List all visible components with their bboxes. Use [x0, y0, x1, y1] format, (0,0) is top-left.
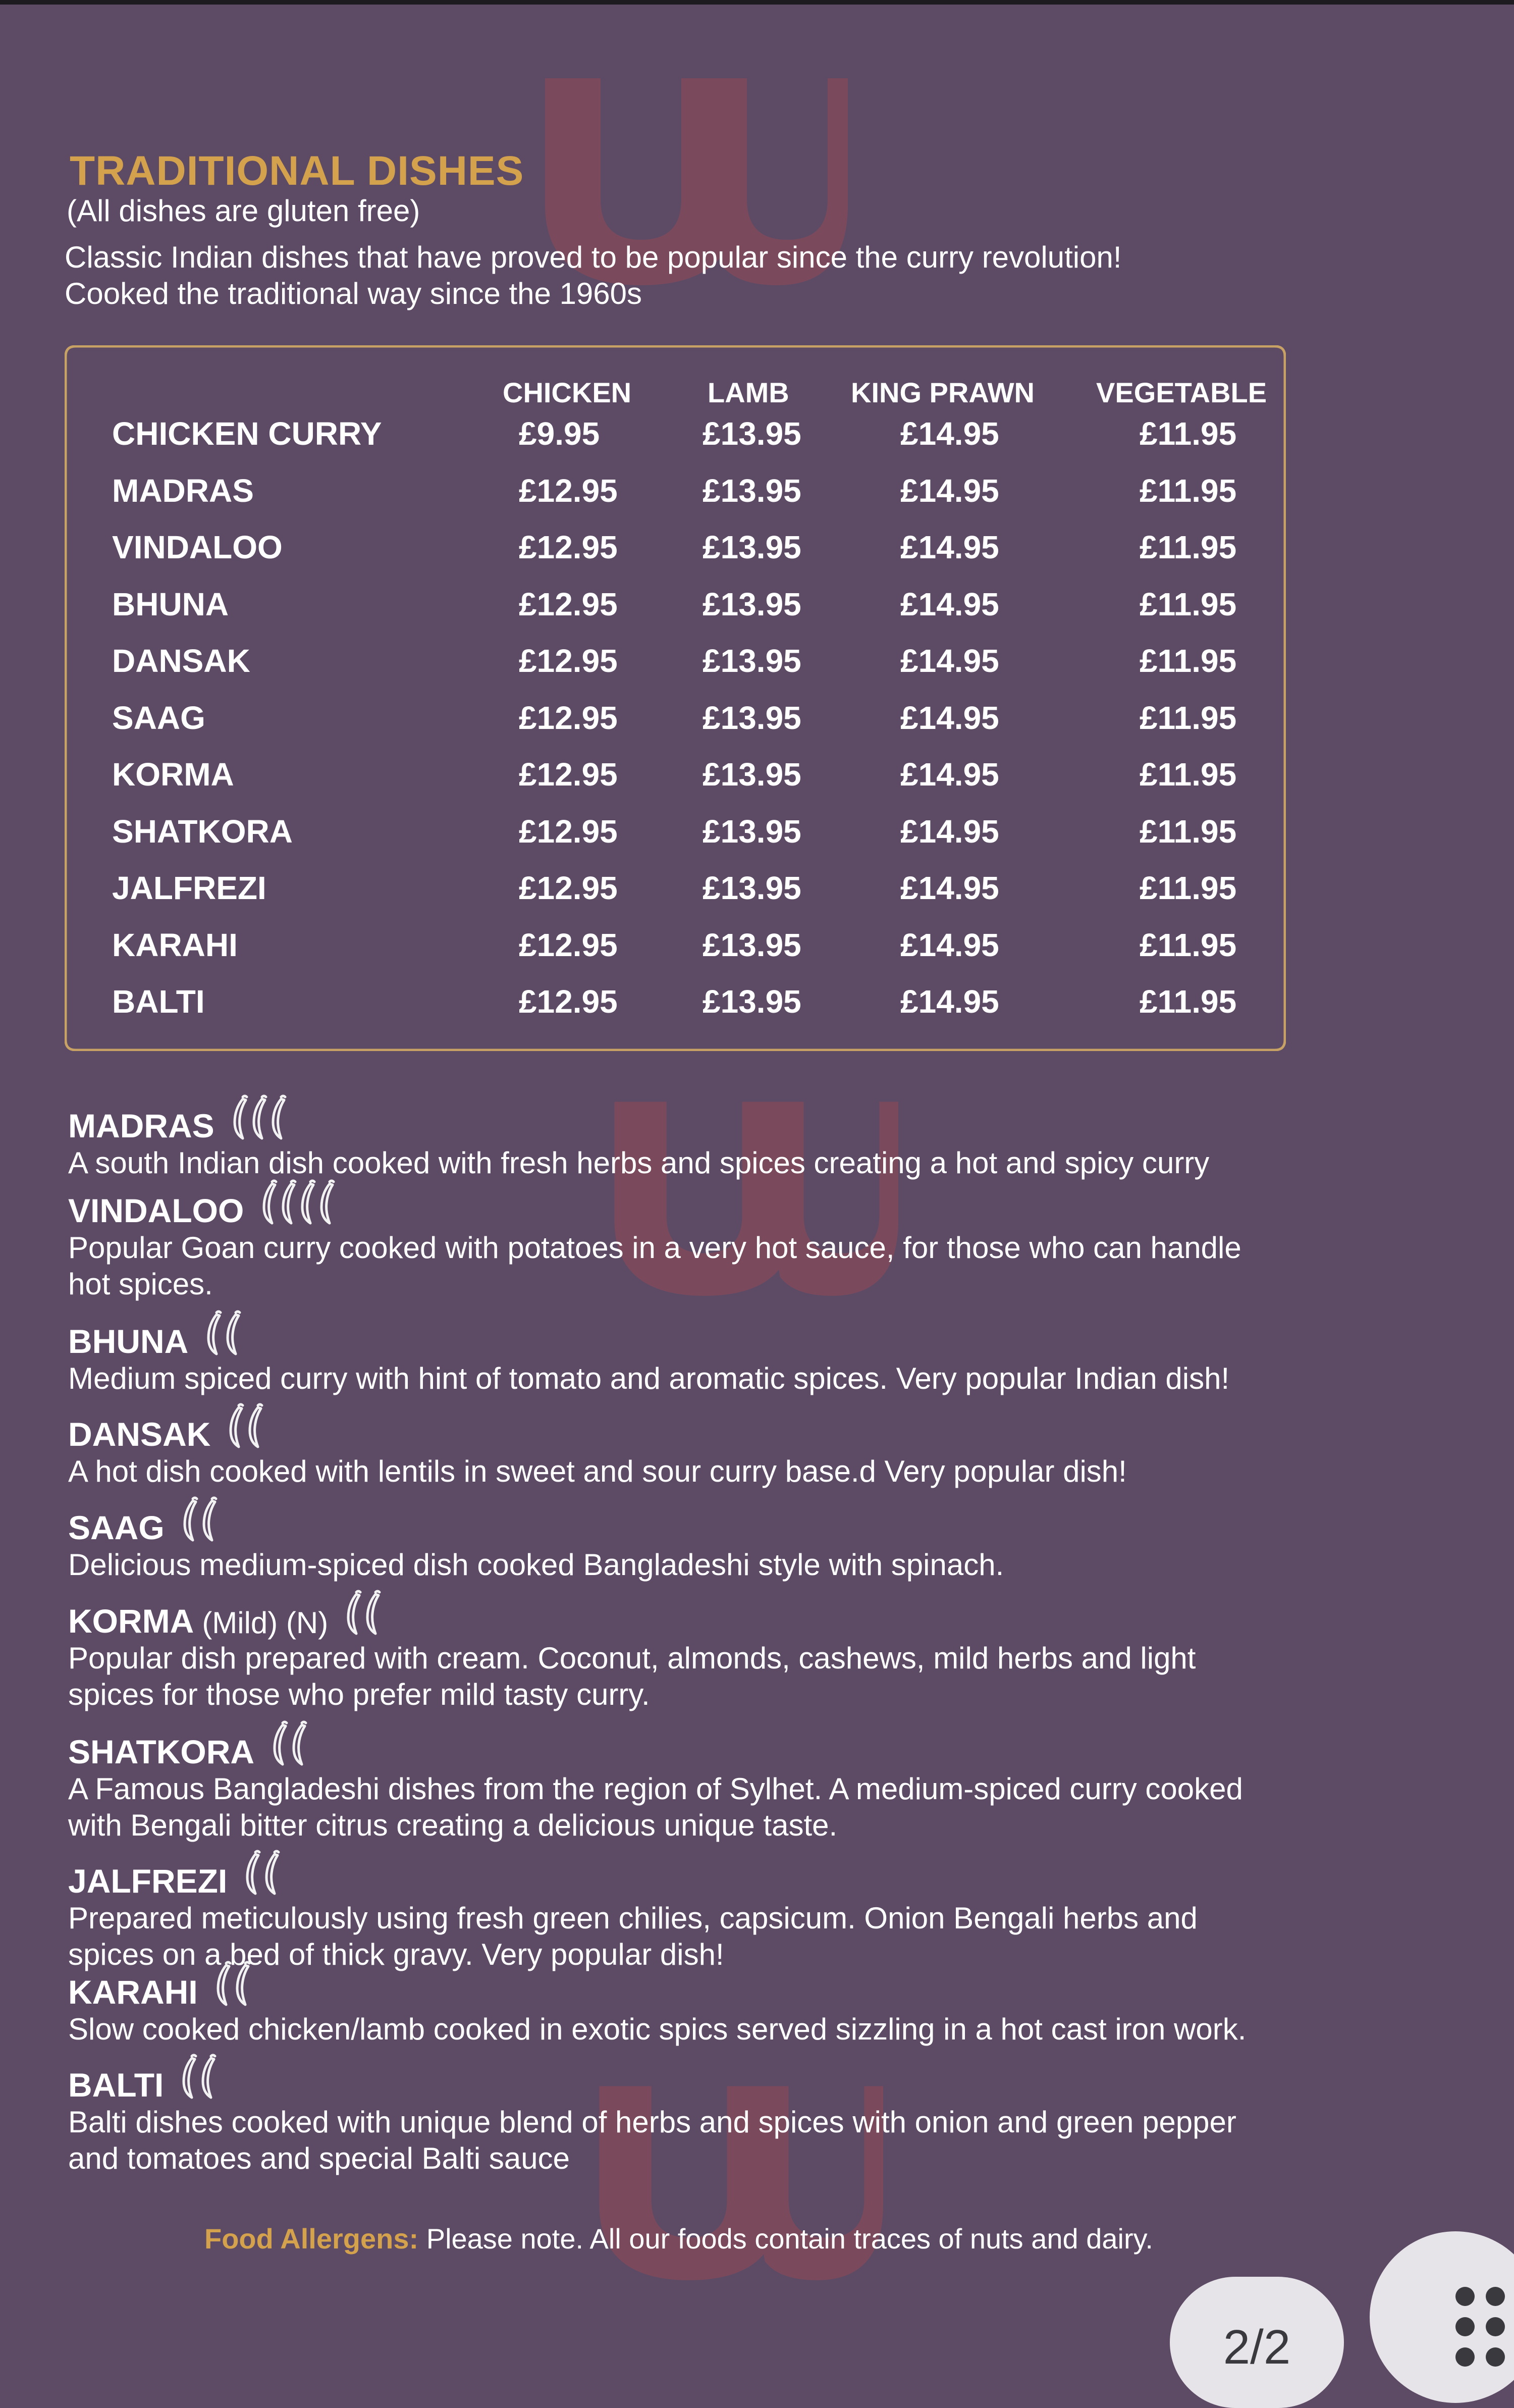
table-row: [0, 642, 1514, 688]
price-cell-king-prawn: £14.95: [900, 415, 999, 452]
table-row: [0, 699, 1514, 745]
chili-icon: [178, 1496, 197, 1545]
price-cell-chicken: £9.95: [519, 415, 600, 452]
dish-name-cell: KORMA: [112, 756, 234, 793]
chili-icon: [314, 1179, 334, 1228]
dish-name-cell: CHICKEN CURRY: [112, 415, 382, 452]
price-cell-king-prawn: £14.95: [900, 472, 999, 509]
page-indicator[interactable]: [1170, 2277, 1344, 2408]
chili-icon: [240, 1849, 259, 1898]
price-cell-vegetable: £11.95: [1140, 586, 1237, 622]
dish-name-cell: SHATKORA: [112, 813, 293, 850]
dish-name-cell: MADRAS: [112, 472, 254, 509]
dish-name-cell: KARAHI: [112, 926, 238, 963]
spice-level: [240, 1849, 279, 1898]
page-indicator-label: 2/2: [1223, 2320, 1291, 2374]
chili-icon: [201, 1310, 221, 1358]
dish-item: [68, 1186, 1241, 1302]
dish-description: spices on a bed of thick gravy. Very popular dish!: [68, 1938, 724, 1971]
price-cell-lamb: £13.95: [702, 529, 801, 565]
chili-icon: [257, 1179, 276, 1228]
price-cell-king-prawn: £14.95: [900, 983, 999, 1020]
dish-title: MADRAS: [68, 1107, 214, 1144]
spice-level: [228, 1094, 285, 1143]
allergen-note: [204, 2222, 1153, 2255]
price-cell-king-prawn: £14.95: [900, 529, 999, 565]
price-cell-king-prawn: £14.95: [900, 813, 999, 850]
column-header-chicken: CHICKEN: [503, 377, 632, 408]
chili-icon: [197, 1496, 216, 1545]
price-cell-vegetable: £11.95: [1140, 813, 1237, 850]
table-row: [0, 869, 1514, 915]
dish-item: [68, 1102, 1209, 1181]
dish-description: with Bengali bitter citrus creating a delicious unique taste.: [68, 1808, 838, 1842]
column-header-lamb: LAMB: [708, 377, 789, 408]
section-intro: [65, 239, 1122, 312]
spice-level: [224, 1402, 262, 1451]
table-row: [0, 415, 1514, 460]
spice-level: [267, 1720, 306, 1769]
dish-item: [68, 1317, 1229, 1397]
spice-level: [211, 1960, 249, 2009]
chili-icon: [228, 1094, 247, 1143]
chili-icon: [211, 1960, 230, 2009]
dish-name-cell: BALTI: [112, 983, 205, 1020]
price-cell-king-prawn: £14.95: [900, 699, 999, 736]
dish-description: A Famous Bangladeshi dishes from the region of Sylhet. A medium-spiced curry cooked: [68, 1772, 1243, 1806]
dish-title: KARAHI: [68, 1973, 198, 2011]
column-header-king-prawn: KING PRAWN: [851, 377, 1035, 408]
price-cell-lamb: £13.95: [702, 756, 801, 793]
price-cell-vegetable: £11.95: [1140, 643, 1237, 679]
dish-description: Popular Goan curry cooked with potatoes in a very hot sauce, for those who can handle: [68, 1231, 1241, 1265]
dish-name-cell: VINDALOO: [112, 529, 283, 565]
dish-name-cell: SAAG: [112, 699, 205, 736]
dish-name-cell: JALFREZI: [112, 870, 266, 906]
dish-heading: [68, 1857, 1198, 1900]
dish-item: [68, 1503, 1004, 1583]
dish-heading: [68, 1186, 1241, 1230]
allergen-label: Food Allergens:: [204, 2223, 419, 2255]
dish-heading: [68, 1102, 1209, 1145]
price-cell-lamb: £13.95: [702, 586, 801, 622]
chili-icon: [267, 1720, 287, 1769]
chili-icon: [247, 1094, 266, 1143]
dish-title: BALTI: [68, 2066, 164, 2104]
price-cell-king-prawn: £14.95: [900, 926, 999, 963]
dish-title: JALFREZI: [68, 1862, 228, 1900]
price-cell-lamb: £13.95: [702, 870, 801, 906]
dish-description: Balti dishes cooked with unique blend of herbs and spices with onion and green pepper: [68, 2105, 1236, 2139]
price-cell-vegetable: £11.95: [1140, 983, 1237, 1020]
price-cell-lamb: £13.95: [702, 643, 801, 679]
price-cell-chicken: £12.95: [519, 813, 618, 850]
price-cell-vegetable: £11.95: [1140, 926, 1237, 963]
price-cell-vegetable: £11.95: [1140, 472, 1237, 509]
dish-item: [68, 1597, 1196, 1713]
price-cell-lamb: £13.95: [702, 472, 801, 509]
dish-description: Slow cooked chicken/lamb cooked in exotic spics served sizzling in a hot cast iron work.: [68, 2012, 1247, 2046]
chili-icon: [243, 1402, 262, 1451]
intro-line: Cooked the traditional way since the 1960s: [65, 277, 642, 310]
dish-description: spices for those who prefer mild tasty curry.: [68, 1678, 650, 1711]
price-cell-lamb: £13.95: [702, 813, 801, 850]
dish-title: KORMA: [68, 1602, 194, 1640]
price-cell-vegetable: £11.95: [1140, 870, 1237, 906]
dish-description: A south Indian dish cooked with fresh herbs and spices creating a hot and spicy curry: [68, 1146, 1210, 1180]
dish-heading: [68, 1410, 1127, 1453]
price-cell-chicken: £12.95: [519, 643, 618, 679]
dish-title: DANSAK: [68, 1416, 211, 1453]
menu-button[interactable]: [1370, 2231, 1514, 2403]
table-row: [0, 472, 1514, 517]
price-cell-lamb: £13.95: [702, 415, 801, 452]
dish-description: and tomatoes and special Balti sauce: [68, 2141, 570, 2175]
top-edge: [0, 0, 1514, 5]
chili-icon: [266, 1094, 285, 1143]
chili-icon: [224, 1402, 243, 1451]
table-row: [0, 983, 1514, 1028]
dish-item: [68, 1968, 1246, 2048]
intro-line: Classic Indian dishes that have proved to be popular since the curry revolution!: [65, 240, 1122, 274]
dish-title: SAAG: [68, 1509, 165, 1546]
allergen-text: Please note. All our foods contain traces of nuts and dairy.: [418, 2223, 1153, 2255]
dish-heading: [68, 1597, 1196, 1640]
dish-title: SHATKORA: [68, 1733, 255, 1770]
chili-icon: [221, 1310, 240, 1358]
dish-heading: [68, 1728, 1243, 1771]
table-row: [0, 813, 1514, 858]
dish-description: Prepared meticulously using fresh green chilies, capsicum. Onion Bengali herbs and: [68, 1901, 1198, 1935]
price-cell-lamb: £13.95: [702, 699, 801, 736]
dish-description: Popular dish prepared with cream. Coconut, almonds, cashews, mild herbs and light: [68, 1641, 1196, 1675]
dish-heading: [68, 1503, 1004, 1547]
dish-description: Delicious medium-spiced dish cooked Bangladeshi style with spinach.: [68, 1548, 1004, 1582]
chili-icon: [276, 1179, 295, 1228]
price-cell-vegetable: £11.95: [1140, 699, 1237, 736]
dish-description: Medium spiced curry with hint of tomato and aromatic spices. Very popular Indian dish!: [68, 1362, 1230, 1395]
table-row: [0, 529, 1514, 574]
dish-heading: [68, 1317, 1229, 1360]
section-title: TRADITIONAL DISHES: [70, 148, 524, 194]
dish-heading: [68, 1968, 1246, 2011]
price-cell-vegetable: £11.95: [1140, 415, 1237, 452]
section-subtitle: (All dishes are gluten free): [67, 194, 420, 228]
dish-title: BHUNA: [68, 1323, 189, 1360]
spice-level: [178, 1496, 216, 1545]
table-row: [0, 926, 1514, 972]
dish-title: VINDALOO: [68, 1192, 244, 1229]
dish-item: [68, 1857, 1198, 1973]
table-row: [0, 756, 1514, 801]
price-cell-chicken: £12.95: [519, 472, 618, 509]
price-cell-king-prawn: £14.95: [900, 756, 999, 793]
price-cell-chicken: £12.95: [519, 699, 618, 736]
spice-level: [257, 1179, 334, 1228]
chili-icon: [295, 1179, 314, 1228]
spice-level: [341, 1589, 380, 1638]
price-cell-vegetable: £11.95: [1140, 756, 1237, 793]
dish-item: [68, 1728, 1243, 1844]
price-cell-vegetable: £11.95: [1140, 529, 1237, 565]
price-cell-chicken: £12.95: [519, 870, 618, 906]
price-cell-lamb: £13.95: [702, 926, 801, 963]
dish-name-cell: BHUNA: [112, 586, 229, 622]
price-cell-king-prawn: £14.95: [900, 643, 999, 679]
chili-icon: [341, 1589, 360, 1638]
price-cell-chicken: £12.95: [519, 529, 618, 565]
chili-icon: [360, 1589, 380, 1638]
dish-item: [68, 2061, 1236, 2177]
price-cell-king-prawn: £14.95: [900, 586, 999, 622]
dish-item: [68, 1410, 1127, 1490]
dish-heading: [68, 2061, 1236, 2104]
chili-icon: [259, 1849, 279, 1898]
dish-name-cell: DANSAK: [112, 643, 250, 679]
price-cell-chicken: £12.95: [519, 926, 618, 963]
column-header-vegetable: VEGETABLE: [1096, 377, 1267, 408]
price-cell-lamb: £13.95: [702, 983, 801, 1020]
dish-description: A hot dish cooked with lentils in sweet and sour curry base.d Very popular dish!: [68, 1454, 1127, 1488]
price-cell-chicken: £12.95: [519, 983, 618, 1020]
spice-level: [201, 1310, 240, 1358]
price-cell-king-prawn: £14.95: [900, 870, 999, 906]
spice-level: [177, 2053, 215, 2102]
chili-icon: [196, 2053, 215, 2102]
chili-icon: [287, 1720, 306, 1769]
table-row: [0, 586, 1514, 631]
price-cell-chicken: £12.95: [519, 586, 618, 622]
chili-icon: [177, 2053, 196, 2102]
price-cell-chicken: £12.95: [519, 756, 618, 793]
dish-note: (Mild) (N): [202, 1606, 329, 1640]
chili-icon: [230, 1960, 249, 2009]
dish-description: hot spices.: [68, 1267, 213, 1301]
